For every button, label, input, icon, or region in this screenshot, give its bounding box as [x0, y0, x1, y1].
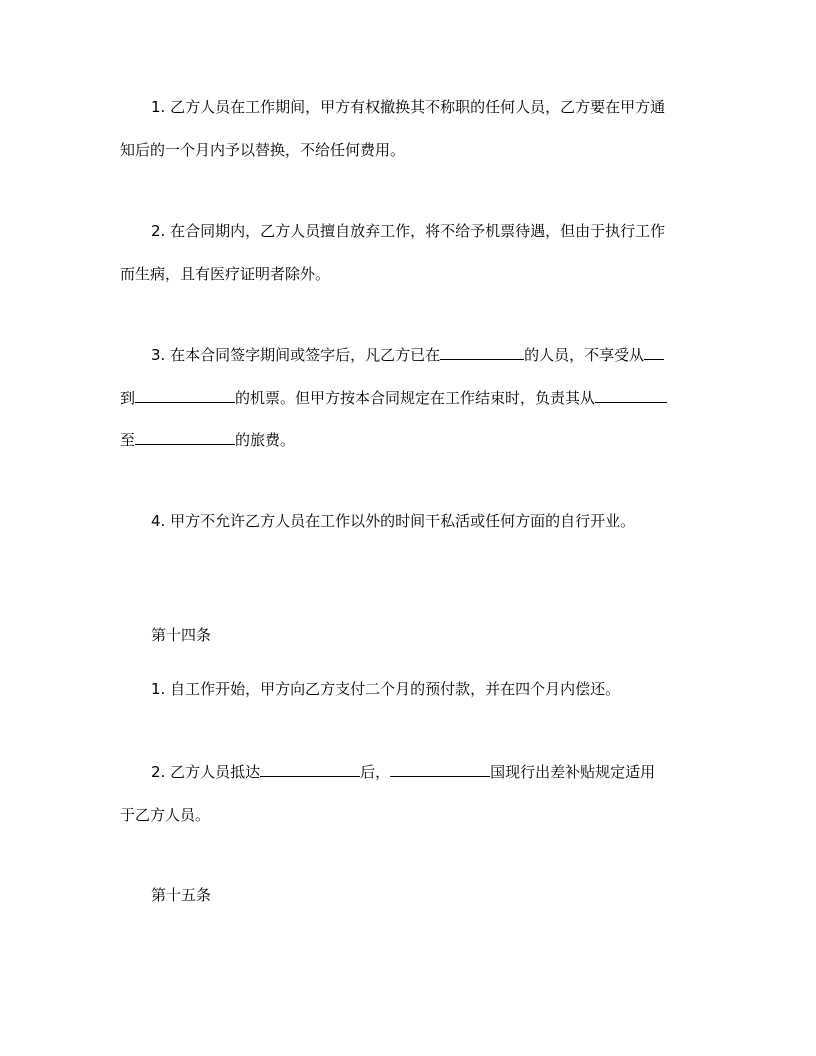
- clause-2-line-1: 2. 在合同期内，乙方人员擅自放弃工作，将不给予机票待遇，但由于执行工作: [151, 222, 666, 240]
- clause-3-line-1: [151, 345, 731, 365]
- article-14-clause-2-line-2: 于乙方人员。: [120, 806, 211, 824]
- clause-1-line-1: 1. 乙方人员在工作期间，甲方有权撤换其不称职的任何人员，乙方要在甲方通: [151, 98, 666, 116]
- clause-text: 后，: [360, 763, 391, 781]
- article-14-clause-1: 1. 自工作开始，甲方向乙方支付二个月的预付款，并在四个月内偿还。: [151, 680, 621, 698]
- article-14-clause-2-line-1: [151, 762, 731, 782]
- fill-blank: [440, 345, 524, 360]
- fill-blank: [644, 345, 664, 360]
- clause-3-text: 的旅费。: [235, 431, 296, 449]
- article-heading-15: 第十五条: [151, 886, 212, 904]
- article-heading-14: 第十四条: [151, 626, 212, 644]
- clause-3-text: 至: [120, 431, 136, 449]
- clause-text: 国现行出差补贴规定适用: [490, 763, 656, 781]
- clause-3-line-3: [120, 430, 700, 450]
- clause-3-text: 到: [120, 389, 136, 407]
- clause-4-line-1: 4. 甲方不允许乙方人员在工作以外的时间干私活或任何方面的自行开业。: [151, 512, 636, 530]
- fill-blank: [135, 388, 235, 403]
- clause-3-text: 3. 在本合同签字期间或签字后，凡乙方已在: [151, 346, 441, 364]
- clause-3-line-2: [120, 388, 700, 408]
- clause-2-line-2: 而生病，且有医疗证明者除外。: [120, 265, 331, 283]
- clause-text: 2. 乙方人员抵达: [151, 763, 261, 781]
- fill-blank: [260, 762, 360, 777]
- fill-blank: [595, 388, 667, 403]
- fill-blank: [390, 762, 490, 777]
- fill-blank: [135, 430, 235, 445]
- clause-3-text: 的人员，不享受从: [524, 346, 645, 364]
- clause-1-line-2: 知后的一个月内予以替换，不给任何费用。: [120, 141, 406, 159]
- clause-3-text: 的机票。但甲方按本合同规定在工作结束时，负责其从: [235, 389, 596, 407]
